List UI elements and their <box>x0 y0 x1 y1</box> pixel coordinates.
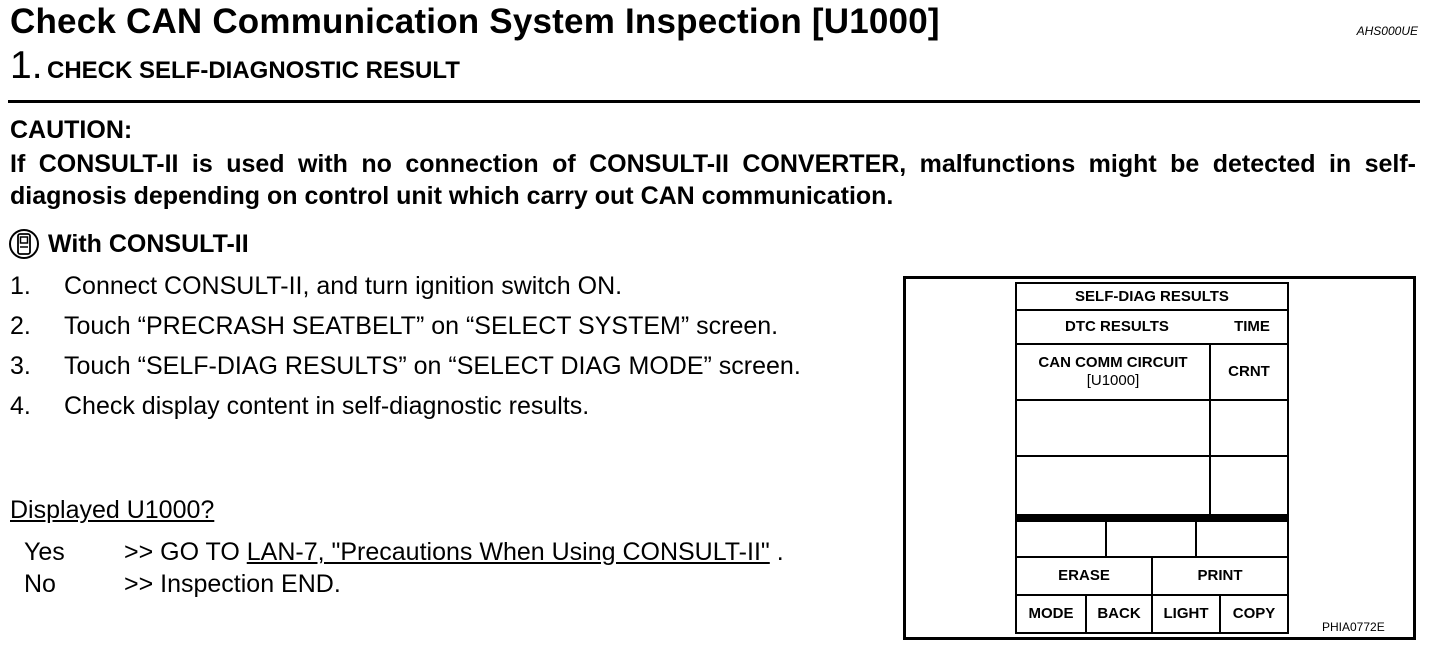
consult-tool-icon <box>8 228 40 260</box>
step-item-number: 4. <box>10 392 31 420</box>
scroll-buttons-row <box>1017 522 1287 558</box>
step-heading <box>10 44 460 88</box>
screen-title-row <box>1017 284 1287 311</box>
answer-no-text: >> Inspection END. <box>124 570 341 598</box>
empty-time-cell <box>1211 401 1287 455</box>
step-item-number: 1. <box>10 272 31 300</box>
erase-button[interactable]: ERASE <box>1017 558 1153 594</box>
answer-yes <box>24 536 784 568</box>
step-title: CHECK SELF-DIAGNOSTIC RESULT <box>46 57 460 84</box>
step-number: 1. <box>10 44 43 87</box>
dtc-results-header: DTC RESULTS <box>1065 318 1169 335</box>
blank-button[interactable] <box>1017 522 1107 556</box>
consult-heading-text: With CONSULT-II <box>48 229 249 258</box>
answer-yes-prefix: >> GO TO <box>124 538 247 566</box>
blank-button[interactable] <box>1107 522 1197 556</box>
empty-dtc-cell <box>1017 401 1211 455</box>
answer-no-key: No <box>24 570 56 598</box>
screen-title: SELF-DIAG RESULTS <box>1075 287 1229 305</box>
step-item-text: Connect CONSULT-II, and turn ignition switch ON. <box>64 272 623 300</box>
mode-button[interactable]: MODE <box>1017 596 1087 632</box>
screen-separator <box>1017 514 1287 522</box>
action-buttons-row <box>1017 558 1287 596</box>
list-item <box>10 390 886 422</box>
table-row <box>1017 457 1287 514</box>
caution-label: CAUTION: <box>10 116 133 144</box>
step-item-text: Touch “SELF-DIAG RESULTS” on “SELECT DIAG MODE” screen. <box>64 352 801 380</box>
empty-dtc-cell <box>1017 457 1211 514</box>
screen-header-row <box>1017 311 1287 345</box>
page-title: Check CAN Communication System Inspection [U1000] <box>10 2 940 41</box>
dtc-item[interactable] <box>1017 345 1211 399</box>
light-button[interactable]: LIGHT <box>1153 596 1221 632</box>
table-row <box>1017 345 1287 401</box>
list-item <box>10 270 886 302</box>
procedure-steps <box>10 270 886 430</box>
table-row <box>1017 401 1287 457</box>
dtc-item-code: [U1000] <box>1086 372 1140 389</box>
precautions-link[interactable]: LAN-7, "Precautions When Using CONSULT-II" <box>246 538 770 566</box>
empty-time-cell <box>1211 457 1287 514</box>
dtc-item-name: CAN COMM CIRCUIT <box>1038 354 1188 371</box>
blank-button[interactable] <box>1197 522 1287 556</box>
question-text: Displayed U1000? <box>10 496 215 524</box>
step-item-text: Touch “PRECRASH SEATBELT” on “SELECT SYSTEM” screen. <box>64 312 779 340</box>
answer-yes-suffix: . <box>769 538 784 566</box>
print-button[interactable]: PRINT <box>1197 567 1243 584</box>
consult-heading <box>8 228 249 260</box>
answer-yes-key: Yes <box>24 538 65 566</box>
step-item-number: 2. <box>10 312 31 340</box>
consult-screen <box>1015 282 1289 634</box>
nav-buttons-row <box>1017 596 1287 632</box>
document-code: AHS000UE <box>1356 24 1418 38</box>
step-item-number: 3. <box>10 352 31 380</box>
answers <box>24 536 784 600</box>
time-header: TIME <box>1234 318 1270 335</box>
copy-button[interactable]: COPY <box>1232 605 1276 622</box>
caution-text: If CONSULT-II is used with no connection of CONSULT-II CONVERTER, malfunctions might be detected in self-diagnosis depending on control unit which carry out CAN communication. <box>10 150 1416 210</box>
answer-no <box>24 568 784 600</box>
figure-code: PHIA0772E <box>1322 620 1385 634</box>
back-button[interactable]: BACK <box>1087 596 1153 632</box>
heading-divider <box>8 100 1420 103</box>
list-item <box>10 310 886 342</box>
dtc-item-time: CRNT <box>1228 363 1270 380</box>
list-item <box>10 350 886 382</box>
step-item-text: Check display content in self-diagnostic results. <box>64 392 590 420</box>
